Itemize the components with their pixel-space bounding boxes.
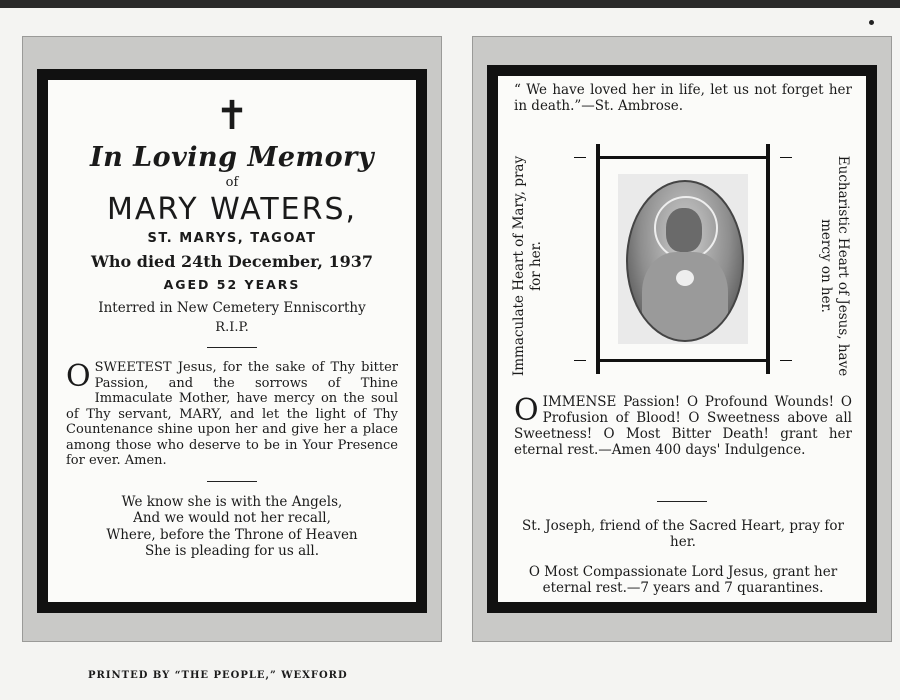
deceased-name: MARY WATERS, (106, 192, 358, 227)
age-at-death: AGED 52 YEARS (163, 277, 301, 292)
robe-shape (642, 252, 728, 342)
verse (66, 494, 398, 560)
card-face (498, 76, 866, 602)
frame-tick (574, 157, 586, 158)
frame-line (596, 144, 600, 374)
drop-cap: O (514, 393, 539, 428)
side-invocation-left (506, 146, 550, 386)
frame-line (766, 144, 770, 374)
frame-tick (574, 360, 586, 361)
divider (207, 481, 257, 482)
frame-tick (780, 157, 792, 158)
cross-icon: ✝ (215, 93, 249, 139)
frame-line (598, 359, 768, 362)
card-face (48, 80, 416, 602)
prayer-text: IMMENSE Passion! O Profound Wounds! O Profusion of Blood! O Sweetness above all Sweetness! O Most Bitter Death! grant her eternal rest.—Amen 400 days' Indulgence. (514, 394, 852, 458)
verse-line: Where, before the Throne of Heaven (106, 526, 358, 543)
frame-tick (780, 360, 792, 361)
side-invocation-right (812, 146, 856, 386)
memorial-card-right (472, 36, 892, 642)
divider (657, 501, 707, 502)
head-shape (666, 208, 702, 252)
compassionate-lord-invocation: O Most Compassionate Lord Jesus, grant her eternal rest.—7 years and 7 quarantines. (528, 564, 838, 596)
black-border-frame (37, 69, 427, 613)
memorial-card-left (22, 36, 442, 642)
deceased-place: ST. MARYS, TAGOAT (147, 231, 317, 246)
date-of-death: Who died 24th December, 1937 (90, 252, 374, 271)
st-joseph-invocation: St. Joseph, friend of the Sacred Heart, pray for her. (522, 518, 844, 550)
oval-portrait (626, 180, 744, 342)
verse-line: She is pleading for us all. (144, 543, 320, 559)
sweetest-jesus-prayer (66, 360, 398, 469)
heart-icon (676, 270, 694, 286)
rip-text: R.I.P. (215, 320, 249, 335)
of-text: of (225, 175, 239, 190)
burial-place: Interred in New Cemetery Enniscorthy (98, 300, 366, 316)
verse-line: And we would not her recall, (133, 510, 331, 526)
picture-frame (588, 144, 778, 374)
eucharistic-heart-text: Eucharistic Heart of Jesus, have mercy on her. (818, 155, 851, 377)
verse-line: We know she is with the Angels, (121, 493, 343, 510)
st-ambrose-quote: “ We have loved her in life, let us not forget her in death.”—St. Ambrose. (514, 82, 852, 114)
sacred-heart-picture-icon (618, 174, 748, 344)
frame-line (598, 156, 768, 159)
scan-dot (869, 20, 874, 25)
drop-cap: O (66, 359, 91, 394)
prayer-text: SWEETEST Jesus, for the sake of Thy bitter Passion, and the sorrows of Thine Immaculate Mother, have mercy on the soul of Thy servant, MARY, and let the light of Thy Countenance shine upon her and give her a place among those who deserve to be in Your Presence for ever. Amen. (66, 360, 398, 468)
divider (207, 347, 257, 348)
memorial-text (66, 93, 398, 560)
scan-top-edge (0, 0, 900, 8)
memorial-heading: In Loving Memory (89, 142, 375, 173)
immense-passion-prayer (514, 394, 852, 458)
immaculate-heart-text: Immaculate Heart of Mary, pray for her. (511, 155, 544, 377)
printer-credit: PRINTED BY “THE PEOPLE,” WEXFORD (88, 670, 348, 681)
black-border-frame (487, 65, 877, 613)
